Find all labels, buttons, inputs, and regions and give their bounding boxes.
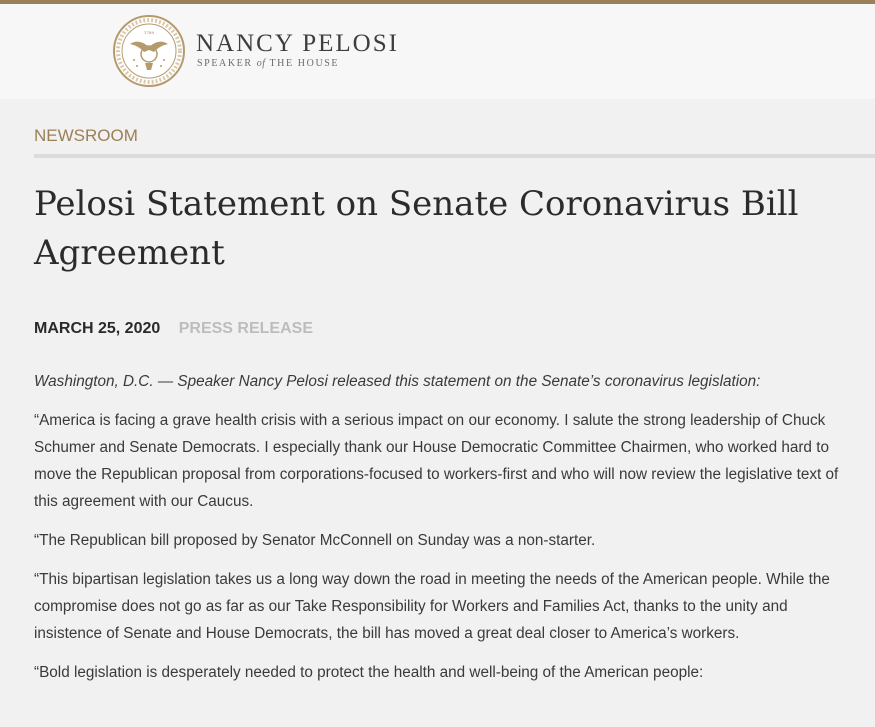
article-paragraph: “Bold legislation is desperately needed to protect the health and well-being of the American people:: [34, 664, 704, 681]
brand-sub-house: THE HOUSE: [269, 58, 340, 69]
article-date: MARCH 25, 2020: [34, 320, 161, 337]
brand-sub-speaker: SPEAKER: [197, 58, 253, 69]
speaker-seal-icon[interactable]: [112, 14, 186, 88]
article-title: Pelosi Statement on Senate Coronavirus Bill Agreement: [34, 184, 799, 273]
seal-year: 1789: [143, 30, 155, 35]
article-paragraph: “This bipartisan legislation takes us a long way down the road in meeting the needs of the American people. While the compromise does not go as far as our Take Responsibility for Workers and Families Act, thanks to the unity and insistence of Senate and House Democrats, the bill has moved a great deal closer to America’s workers.: [34, 571, 830, 642]
site-header: [0, 4, 875, 99]
brand-name[interactable]: NANCY PELOSI: [196, 30, 399, 57]
article-paragraph: “America is facing a grave health crisis with a serious impact on our economy. I salute the strong leadership of Chuck Schumer and Senate Democrats. I especially thank our House Democratic Committee Chairmen, who worked hard to move the Republican proposal from corporations-focused to workers-first and who will now review the legislative text of this agreement with our Caucus.: [34, 412, 839, 510]
article-body: [34, 368, 859, 698]
article-lead: Washington, D.C. — Speaker Nancy Pelosi released this statement on the Senate’s coronavirus legislation:: [34, 373, 761, 390]
brand-subtitle: [197, 58, 339, 69]
section-divider: [34, 154, 875, 158]
article-meta: [34, 320, 313, 338]
article-type[interactable]: PRESS RELEASE: [178, 320, 313, 337]
article-paragraph: “The Republican bill proposed by Senator McConnell on Sunday was a non-starter.: [34, 532, 596, 549]
brand-sub-of: of: [256, 58, 266, 69]
section-label[interactable]: NEWSROOM: [34, 126, 138, 145]
